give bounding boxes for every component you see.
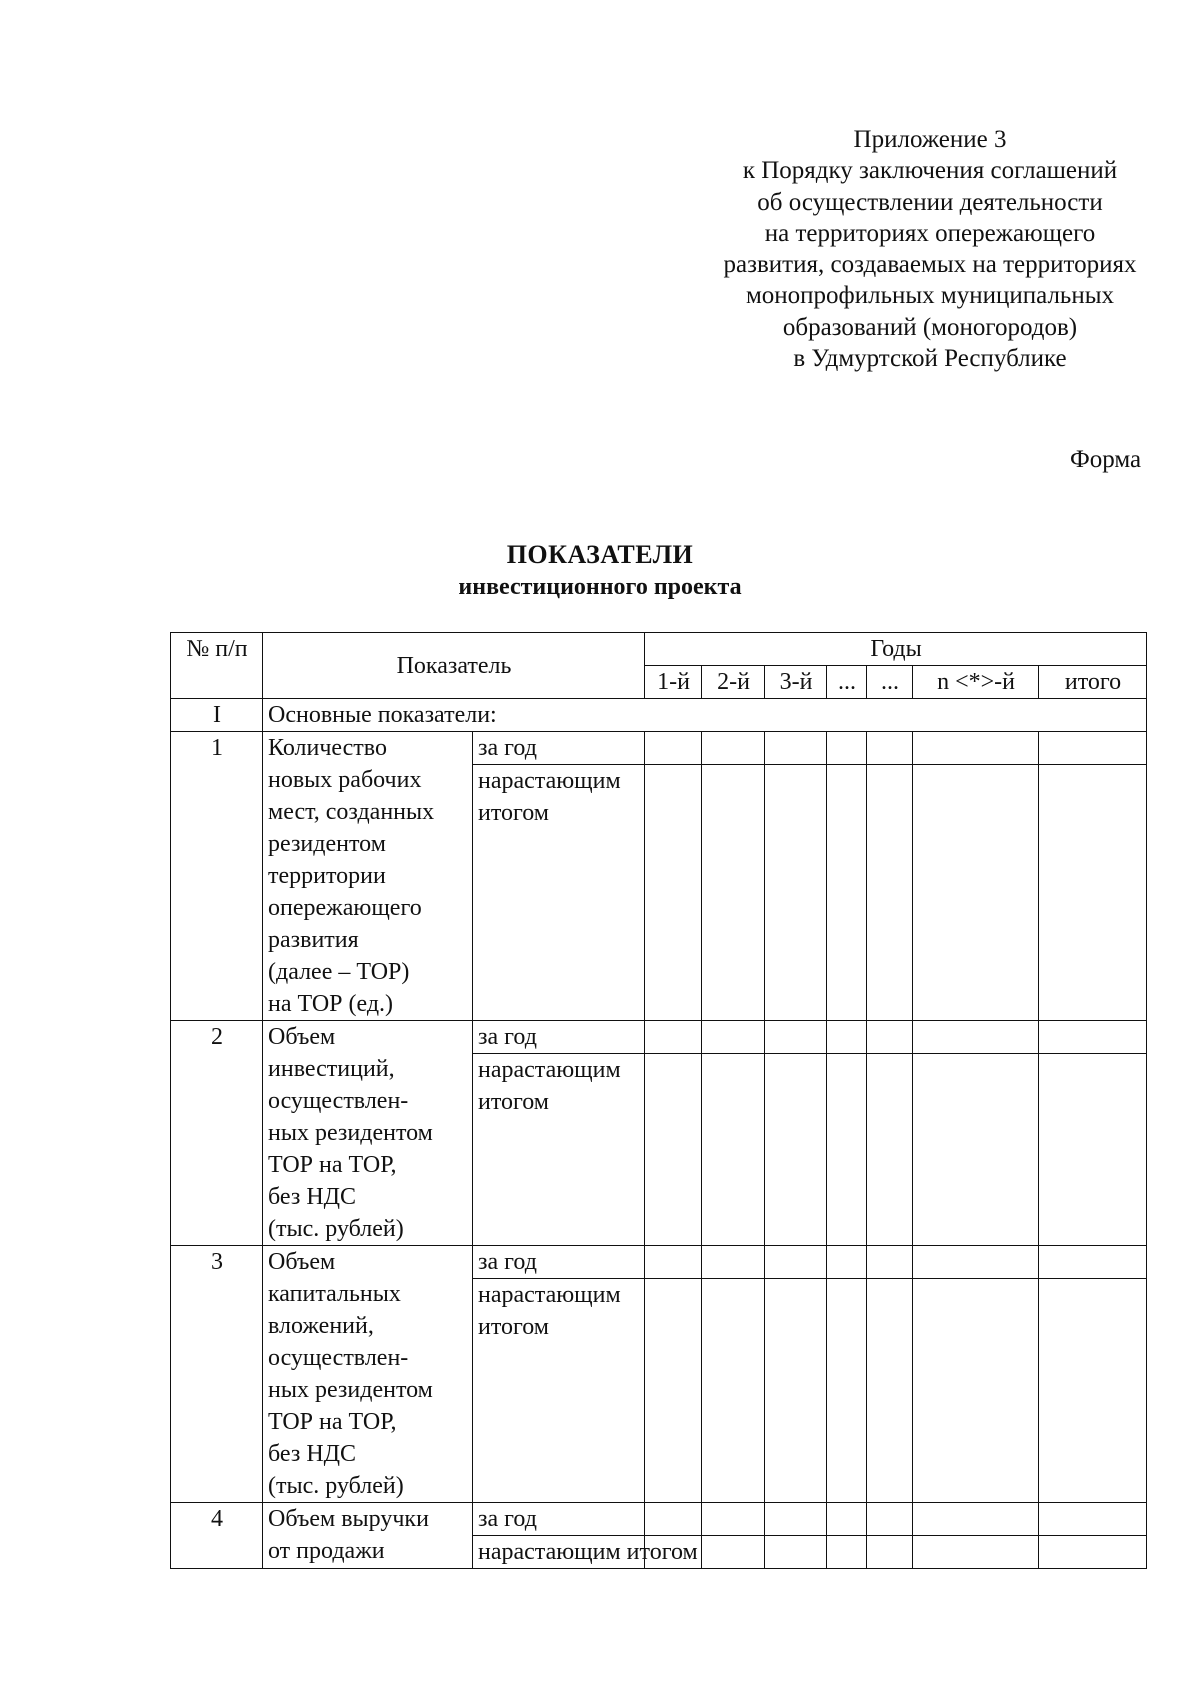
- value-cell[interactable]: [1039, 1246, 1147, 1279]
- name-line: капитальных: [268, 1281, 401, 1307]
- appendix-line: к Порядку заключения соглашений: [742, 157, 1118, 185]
- value-cell[interactable]: [702, 1246, 765, 1279]
- year-col-ellipsis-2: ...: [867, 666, 913, 699]
- period-for-year: за год: [473, 732, 645, 765]
- name-line: ТОР на ТОР,: [268, 1152, 397, 1178]
- header-num-cell: [171, 633, 263, 699]
- value-cell[interactable]: [765, 1536, 827, 1569]
- value-cell[interactable]: [645, 1279, 702, 1503]
- value-cell[interactable]: [913, 1054, 1039, 1246]
- value-cell[interactable]: [1039, 1021, 1147, 1054]
- row-num: 3: [171, 1246, 263, 1503]
- name-line: Объем: [268, 1024, 336, 1050]
- name-line: без НДС: [268, 1441, 357, 1467]
- name-line: инвестиций,: [268, 1056, 395, 1082]
- table-row: [171, 732, 1147, 765]
- name-line: мест, созданных: [268, 799, 435, 825]
- name-line: резидентом: [268, 831, 386, 857]
- value-cell[interactable]: [1039, 1536, 1147, 1569]
- section-row: [171, 699, 1147, 732]
- table-row: [171, 1246, 1147, 1279]
- value-cell[interactable]: [867, 1054, 913, 1246]
- row-indicator-name: [263, 1021, 473, 1246]
- document-subtitle: инвестиционного проекта: [458, 574, 742, 600]
- value-cell[interactable]: [827, 1503, 867, 1536]
- year-col-total: итого: [1039, 666, 1147, 699]
- name-line: от продажи: [268, 1538, 385, 1564]
- value-cell[interactable]: [1039, 765, 1147, 1021]
- year-col-n: n <*>-й: [913, 666, 1039, 699]
- value-cell[interactable]: [702, 1054, 765, 1246]
- value-cell[interactable]: [702, 1503, 765, 1536]
- year-col-3: 3-й: [765, 666, 827, 699]
- name-line: Объем выручки: [268, 1506, 429, 1532]
- value-cell[interactable]: [867, 1503, 913, 1536]
- year-col-1: 1-й: [645, 666, 702, 699]
- appendix-line: монопрофильных муниципальных: [745, 282, 1115, 310]
- value-cell[interactable]: [702, 1279, 765, 1503]
- name-line: ных резидентом: [268, 1120, 433, 1146]
- value-cell[interactable]: [765, 1021, 827, 1054]
- value-cell[interactable]: [913, 1246, 1039, 1279]
- header-num: № п/п: [186, 636, 248, 662]
- value-cell[interactable]: [702, 1021, 765, 1054]
- period-for-year: за год: [473, 1021, 645, 1054]
- row-num: 1: [171, 732, 263, 1021]
- value-cell[interactable]: [765, 1054, 827, 1246]
- name-line: опережающего: [268, 895, 422, 921]
- name-line: вложений,: [268, 1313, 374, 1339]
- value-cell[interactable]: [913, 732, 1039, 765]
- value-cell[interactable]: [1039, 732, 1147, 765]
- value-cell[interactable]: [1039, 1503, 1147, 1536]
- name-line: без НДС: [268, 1184, 357, 1210]
- value-cell[interactable]: [645, 1503, 702, 1536]
- name-line: на ТОР (ед.): [268, 991, 394, 1017]
- header-years: Годы: [645, 633, 1147, 666]
- indicators-table: [170, 632, 1147, 1569]
- header-indicator: Показатель: [263, 633, 645, 699]
- value-cell[interactable]: [765, 732, 827, 765]
- name-line: ТОР на ТОР,: [268, 1409, 397, 1435]
- value-cell[interactable]: [702, 765, 765, 1021]
- value-cell[interactable]: [765, 1503, 827, 1536]
- appendix-line: об осуществлении деятельности: [757, 188, 1103, 216]
- period-for-year: за год: [473, 1246, 645, 1279]
- value-cell[interactable]: [765, 765, 827, 1021]
- row-indicator-name: [263, 1503, 473, 1569]
- name-line: развития: [268, 927, 359, 953]
- value-cell[interactable]: [867, 765, 913, 1021]
- value-cell[interactable]: [913, 1279, 1039, 1503]
- header-row: [171, 633, 1147, 666]
- value-cell[interactable]: [827, 732, 867, 765]
- name-line: ных резидентом: [268, 1377, 433, 1403]
- value-cell[interactable]: [827, 1021, 867, 1054]
- value-cell[interactable]: [645, 1246, 702, 1279]
- name-line: новых рабочих: [268, 767, 422, 793]
- value-cell[interactable]: [867, 1536, 913, 1569]
- year-col-ellipsis-1: ...: [827, 666, 867, 699]
- appendix-header: [660, 124, 1200, 374]
- table-row: [171, 1021, 1147, 1054]
- value-cell[interactable]: [827, 1279, 867, 1503]
- period-cumulative: нарастающим итогом: [473, 1536, 645, 1569]
- value-cell[interactable]: [765, 1279, 827, 1503]
- name-line: (далее – ТОР): [268, 959, 410, 985]
- name-line: территории: [268, 863, 386, 889]
- value-cell[interactable]: [827, 765, 867, 1021]
- value-cell[interactable]: [1039, 1279, 1147, 1503]
- appendix-line: на территориях опережающего: [764, 219, 1096, 247]
- row-indicator-name: [263, 732, 473, 1021]
- form-label: Форма: [1070, 446, 1142, 473]
- value-cell[interactable]: [913, 1503, 1039, 1536]
- value-cell[interactable]: [827, 1246, 867, 1279]
- value-cell[interactable]: [645, 765, 702, 1021]
- name-line: Количество: [268, 735, 387, 761]
- appendix-line: в Удмуртской Республике: [793, 345, 1067, 373]
- section-num: I: [171, 699, 263, 732]
- value-cell[interactable]: [827, 1054, 867, 1246]
- name-line: осуществлен-: [268, 1088, 409, 1114]
- name-line: (тыс. рублей): [268, 1216, 404, 1242]
- name-line: Объем: [268, 1249, 336, 1275]
- appendix-line: образований (моногородов): [782, 313, 1078, 341]
- value-cell[interactable]: [765, 1246, 827, 1279]
- value-cell[interactable]: [913, 765, 1039, 1021]
- value-cell[interactable]: [645, 1054, 702, 1246]
- appendix-line: развития, создаваемых на территориях: [723, 251, 1137, 279]
- period-cumulative: нарастающим итогом: [473, 1054, 645, 1246]
- table-row: [171, 1503, 1147, 1536]
- row-indicator-name: [263, 1246, 473, 1503]
- value-cell[interactable]: [645, 1021, 702, 1054]
- value-cell[interactable]: [827, 1536, 867, 1569]
- document-title: ПОКАЗАТЕЛИ: [506, 540, 694, 569]
- value-cell[interactable]: [702, 732, 765, 765]
- value-cell[interactable]: [867, 1279, 913, 1503]
- value-cell[interactable]: [867, 1246, 913, 1279]
- value-cell[interactable]: [867, 732, 913, 765]
- name-line: осуществлен-: [268, 1345, 409, 1371]
- year-col-2: 2-й: [702, 666, 765, 699]
- value-cell[interactable]: [913, 1021, 1039, 1054]
- value-cell[interactable]: [913, 1536, 1039, 1569]
- value-cell[interactable]: [1039, 1054, 1147, 1246]
- value-cell[interactable]: [702, 1536, 765, 1569]
- period-cumulative: нарастающим итогом: [473, 765, 645, 1021]
- value-cell[interactable]: [645, 732, 702, 765]
- name-line: (тыс. рублей): [268, 1473, 404, 1499]
- section-label: Основные показатели:: [263, 699, 1147, 732]
- row-num: 2: [171, 1021, 263, 1246]
- appendix-line: Приложение 3: [853, 126, 1007, 153]
- row-num: 4: [171, 1503, 263, 1569]
- period-for-year: за год: [473, 1503, 645, 1536]
- value-cell[interactable]: [867, 1021, 913, 1054]
- period-cumulative: нарастающим итогом: [473, 1279, 645, 1503]
